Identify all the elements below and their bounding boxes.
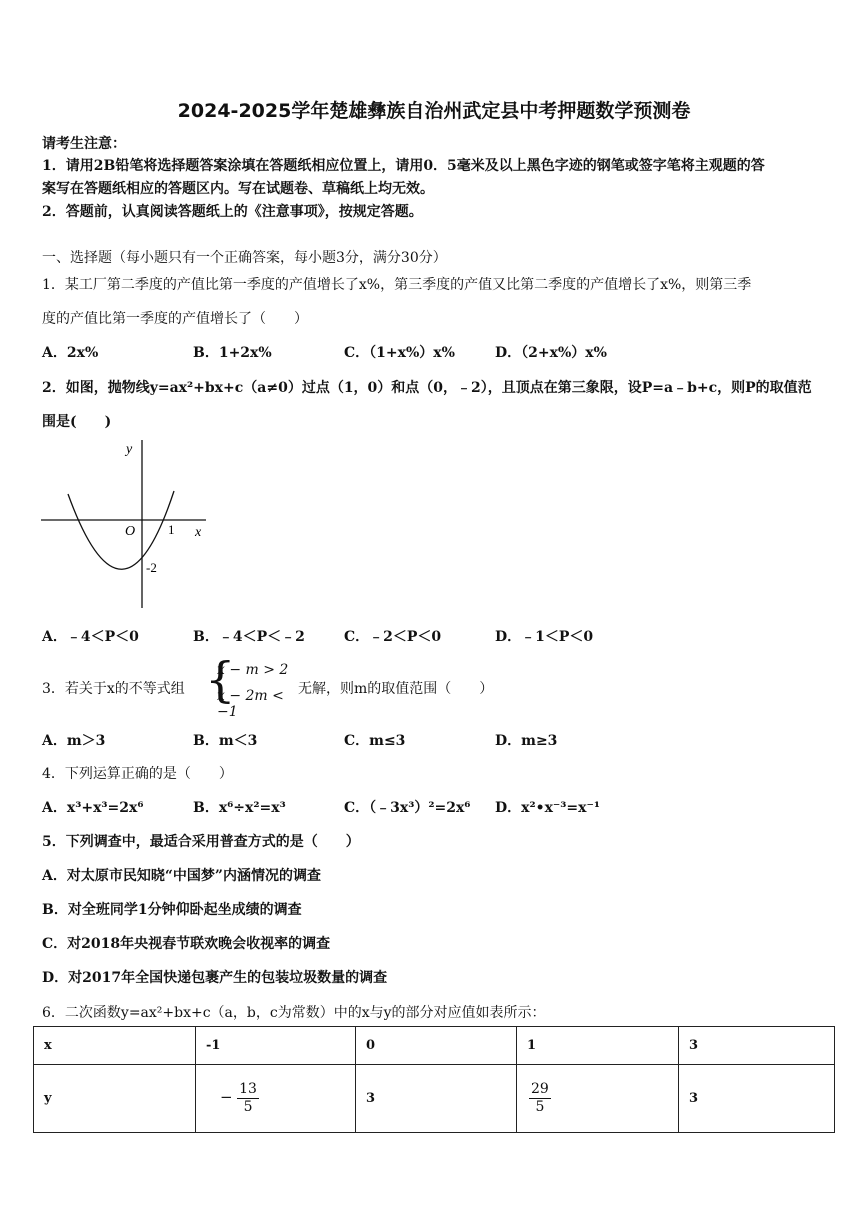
fraction-denominator: 5 <box>243 1099 253 1115</box>
origin-label: O <box>125 524 136 539</box>
option-c: C．﹣2＜P＜0 <box>344 629 442 645</box>
fraction <box>237 1081 259 1116</box>
option-d: D．对2017年全国快递包裹产生的包装垃圾数量的调查 <box>42 970 388 986</box>
fraction <box>529 1081 551 1116</box>
option-c: C．（﹣3x³）²=2x⁶ <box>344 800 471 816</box>
option-d: D．x²•x⁻³=x⁻¹ <box>495 800 601 816</box>
table-cell: 3 <box>679 1027 835 1065</box>
option-b: B．﹣4＜P＜﹣2 <box>193 629 305 645</box>
x-tick-label: 1 <box>168 522 175 537</box>
table-cell: -1 <box>196 1027 356 1065</box>
option-a: A．对太原市民知晓“中国梦”内涵情况的调查 <box>42 868 321 884</box>
fraction-numerator: 29 <box>531 1081 549 1097</box>
table-cell: 1 <box>517 1027 679 1065</box>
fraction-denominator: 5 <box>535 1099 545 1115</box>
inequality-1: x − m > 2 <box>217 662 289 678</box>
question-4-stem: 4．下列运算正确的是（ ） <box>42 766 233 782</box>
brace-icon: { <box>205 652 236 708</box>
question-3-suffix: 无解，则m的取值范围（ ） <box>298 681 494 697</box>
section-heading: 一、选择题（每小题只有一个正确答案，每小题3分，满分30分） <box>42 250 447 266</box>
table-cell: 0 <box>356 1027 517 1065</box>
question-6-stem: 6．二次函数y=ax²+bx+c（a，b，c为常数）中的x与y的部分对应值如表所示： <box>42 1005 546 1021</box>
option-a: A．2x% <box>42 345 99 361</box>
inequality-system <box>205 652 297 720</box>
inequality-2: x − 2m < −1 <box>217 688 284 720</box>
y-axis-label: y <box>126 442 133 457</box>
option-c: C．m≤3 <box>344 733 406 749</box>
table-row <box>34 1027 835 1065</box>
notice-item: 2．答题前，认真阅读答题纸上的《注意事项》，按规定答题。 <box>42 204 423 220</box>
table-cell: 3 <box>356 1065 517 1133</box>
fraction-sign: − <box>220 1088 233 1106</box>
option-d: D．m≥3 <box>495 733 558 749</box>
page-title: 2024-2025学年楚雄彝族自治州武定县中考押题数学预测卷 <box>177 100 691 122</box>
option-b: B．对全班同学1分钟仰卧起坐成绩的调查 <box>42 902 302 918</box>
question-1-stem: 1．某工厂第二季度的产值比第一季度的产值增长了x%，第三季度的产值又比第二季度的产值增长了x%，则第三季 <box>42 277 752 293</box>
parabola-graph <box>38 436 210 612</box>
notice-item: 1．请用2B铅笔将选择题答案涂填在答题纸相应位置上，请用0．5毫米及以上黑色字迹的钢笔或签字笔将主观题的答 <box>42 158 765 174</box>
notice-heading: 请考生注意： <box>42 136 126 152</box>
table-cell <box>196 1065 356 1133</box>
table-row <box>34 1065 835 1133</box>
option-b: B．m＜3 <box>193 733 258 749</box>
table-cell: y <box>34 1065 196 1133</box>
question-2-stem: 围是( ) <box>42 414 112 430</box>
option-d: D．﹣1＜P＜0 <box>495 629 594 645</box>
table-cell <box>517 1065 679 1133</box>
fraction-numerator: 13 <box>239 1081 257 1097</box>
option-a: A．x³+x³=2x⁶ <box>42 800 144 816</box>
question-2-stem: 2．如图，抛物线y=ax²+bx+c（a≠0）过点（1，0）和点（0，﹣2），且顶点在第三象限，设P=a﹣b+c，则P的取值范 <box>42 380 812 396</box>
option-d: D．（2+x%）x% <box>495 345 607 361</box>
option-b: B．1+2x% <box>193 345 272 361</box>
option-a: A．m＞3 <box>42 733 106 749</box>
option-a: A．﹣4＜P＜0 <box>42 629 139 645</box>
option-c: C．（1+x%）x% <box>344 345 455 361</box>
question-3-prefix: 3．若关于x的不等式组 <box>42 681 185 697</box>
notice-item: 案写在答题纸相应的答题区内。写在试题卷、草稿纸上均无效。 <box>42 181 434 197</box>
table-cell: 3 <box>679 1065 835 1133</box>
question-1-stem: 度的产值比第一季度的产值增长了（ ） <box>42 311 308 327</box>
option-b: B．x⁶÷x²=x³ <box>193 800 286 816</box>
y-tick-label: -2 <box>146 560 157 575</box>
option-c: C．对2018年央视春节联欢晚会收视率的调查 <box>42 936 331 952</box>
x-axis-label: x <box>195 525 202 540</box>
table-cell: x <box>34 1027 196 1065</box>
value-table <box>33 1026 835 1133</box>
question-5-stem: 5．下列调查中，最适合采用普查方式的是（ ） <box>42 834 360 850</box>
